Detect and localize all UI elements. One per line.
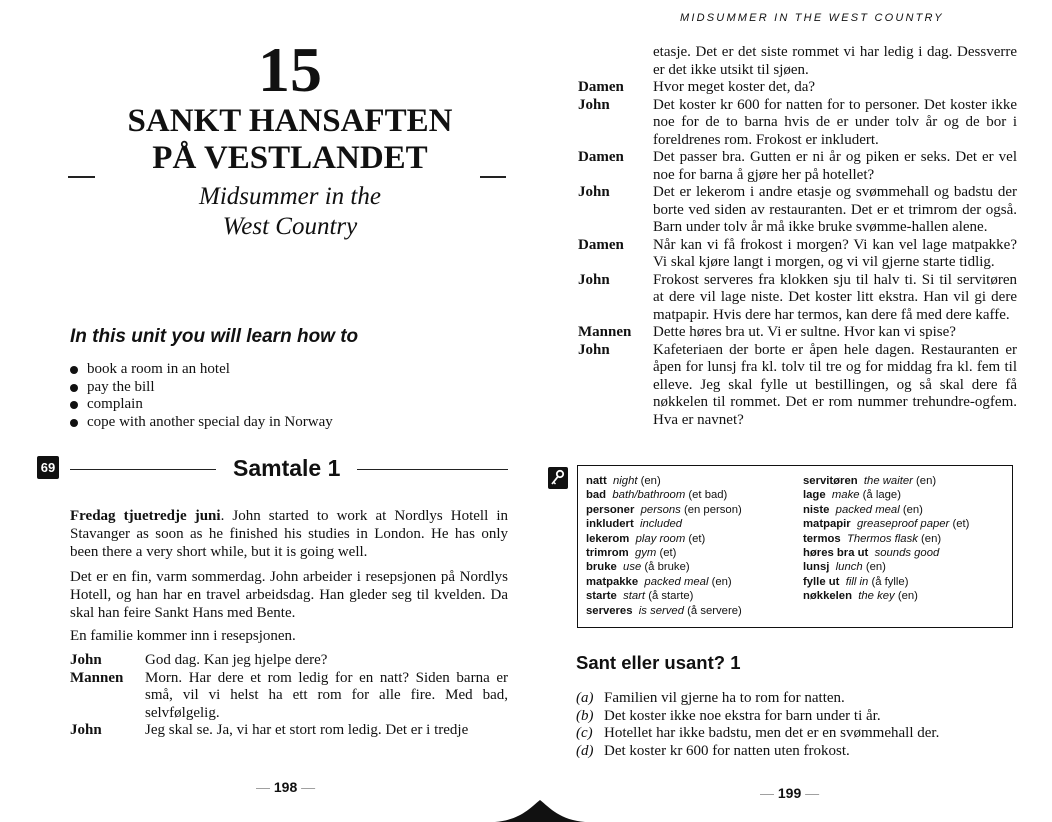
vocab-entry: nøkkelen the key (en) [803,590,918,603]
dialogue-line: etasje. Det er det siste rommet vi har ledig i dag. Dessverre er det ikke utsikt til sjøen. [653,44,1017,78]
vocab-entry: bad bath/bathroom (et bad) [586,489,728,502]
page-number-left: — 198 — [256,779,316,795]
dialogue-speaker: John [578,96,610,113]
dialogue-line: Dette høres bra ut. Vi er sultne. Hvor kan vi spise? [653,324,956,340]
title-rule-left [68,176,95,178]
paragraph-3: En familie kommer inn i resepsjonen. [70,628,296,644]
unit-number: 15 [258,34,322,105]
dialogue-line: Morn. Har dere et rom ledig for en natt? Siden barna er små, vil vi helst ha ett rom for alle fire. Med bad, selvfølgelig. [145,669,508,721]
vocab-entry: niste packed meal (en) [803,503,923,516]
vocab-entry: matpapir greaseproof paper (et) [803,518,970,531]
learn-item: book a room in an hotel [70,361,333,379]
key-icon [548,467,568,489]
audio-icon [37,456,59,479]
vocab-entry: lekerom play room (et) [586,532,706,545]
learn-list [70,361,333,431]
page-number-left-value: 198 [273,779,298,795]
key-icon-glyph [548,467,568,489]
unit-title-line1: SANKT HANSAFTEN [127,103,453,139]
vocabulary-box-top-rule [577,465,1013,466]
dialogue-left [70,652,508,740]
page-number-right: — 199 — [760,785,820,801]
dialogue-speaker: Damen [578,149,624,165]
vocab-entry: serveres is served (å servere) [586,604,742,617]
audio-icon-label: 69 [40,460,56,475]
dialogue-line: Hvor meget koster det, da? [653,79,816,95]
vocab-entry: matpakke packed meal (en) [586,575,732,588]
dialogue-line: Det er lekerom i andre etasje og svømmehall og badstu der borte ved siden av restauranten. Det er et trimrom der også. Barn under tolv år må ikke bruke svømme-hallen alene. [653,184,1017,235]
dialogue-line: God dag. Kan jeg hjelpe dere? [145,652,328,668]
vocab-entry: natt night (en) [586,475,661,487]
vocab-column-right [803,474,1008,604]
learn-item: complain [70,396,333,414]
statement-label: (a) [576,690,594,706]
dialogue-speaker: Damen [578,79,624,95]
dialogue-speaker: Mannen [578,324,632,340]
statement-text: Hotellet har ikke badstu, men det er en svømmehall der. [604,725,940,741]
vocab-entry: trimrom gym (et) [586,547,677,560]
dialogue-line: Det passer bra. Gutten er ni år og piken er seks. Det er vel noe for barna å gjøre her på hotellet? [653,149,1017,183]
samtale-rule-right [357,469,508,470]
learn-item: cope with another special day in Norway [70,414,333,432]
dialogue-right [578,44,1017,429]
unit-subtitle-line1: Midsummer in the [199,183,381,210]
learn-item: pay the bill [70,379,333,397]
vocab-entry: inkludert included [586,518,683,531]
vocab-entry: fylle ut fill in (å fylle) [803,575,909,588]
statement-item [576,743,939,761]
statement-label: (c) [576,725,593,741]
paragraph-2: Det er en fin, varm sommerdag. John arbeider i resepsjonen på Nordlys Hotell, og han har en travel arbeidsdag. Han gleder seg til kvelden. Da skal han feire Sankt Hans med Bente. [70,569,508,621]
statement-item [576,708,939,726]
intro-paragraph [70,507,508,561]
vocab-entry: termos Thermos flask (en) [803,532,942,545]
dialogue-line: Frokost serveres fra klokken sju til halv ti. Si til servitøren at dere vil lage niste. Det koster litt ekstra. Han vil gi dere matpapir. Hvis dere har termos, kan dere få med dere kaffe. [653,271,1017,323]
spine-shadow [495,800,585,822]
running-head: MIDSUMMER IN THE WEST COUNTRY [680,12,944,24]
dialogue-line: Det koster kr 600 for natten for to personer. Det koster ikke noe for de to barna hvis de er under tolv år og de bor i foreldrenes rom. Frokost er inkludert. [653,96,1017,148]
dialogue-speaker: John [70,722,102,738]
intro-text: . John started to work at Nordlys Hotell in Stavanger as soon as he finished his studies in London. He has only been there a very short while, but it is going well. [70,508,508,560]
learn-heading: In this unit you will learn how to [70,326,359,347]
statement-list [576,690,939,760]
dialogue-speaker: John [578,271,610,288]
dialogue-speaker: Mannen [70,669,124,686]
vocab-entry: lage make (å lage) [803,489,901,502]
dialogue-speaker: John [578,184,610,200]
statement-item [576,690,939,708]
vocab-entry: lunsj lunch (en) [803,561,886,574]
vocab-entry: servitøren the waiter (en) [803,475,937,487]
vocab-entry: personer persons (en person) [586,503,742,516]
samtale-rule-left [70,469,216,470]
vocab-entry: høres bra ut sounds good [803,547,940,560]
dialogue-line: Når kan vi få frokost i morgen? Vi kan vel lage matpakke? Vi skal kjøre langt i morgen, og vi vil gjerne starte tidlig. [653,236,1017,270]
statement-label: (b) [576,707,594,724]
dialogue-line: Kafeteriaen der borte er åpen hele dagen. Restauranten er åpen for lunsj fra kl. tolv til tre og for middag fra kl. fem til elleve. Jeg skal fylle ut bestillingen, og så skal dere få nøkkelen til rommet. Det er rom nummer trehundre-ogfem. Hva er navnet? [653,341,1017,428]
dialogue-speaker: John [578,341,610,358]
statement-text: Det koster ikke noe ekstra for barn under ti år. [604,707,881,724]
statement-text: Familien vil gjerne ha to rom for natten. [604,690,845,706]
statement-label: (d) [576,742,594,759]
samtale-heading: Samtale 1 [233,455,341,481]
vocab-column-left [586,474,796,618]
intro-date: Fredag tjuetredje juni [70,508,221,524]
dialogue-speaker: Damen [578,236,624,253]
statement-text: Det koster kr 600 for natten uten frokost. [604,742,850,759]
dialogue-speaker: John [70,652,102,668]
sant-heading: Sant eller usant? 1 [576,652,741,673]
dialogue-speaker-blank [578,44,653,79]
statement-item [576,725,939,743]
vocab-entry: bruke use (å bruke) [586,561,690,574]
unit-subtitle-line2: West Country [222,213,358,240]
page-number-right-value: 199 [777,785,802,801]
title-rule-right [480,176,506,178]
dialogue-line: Jeg skal se. Ja, vi har et stort rom ledig. Det er i tredje [145,722,469,738]
unit-title-line2: PÅ VESTLANDET [152,140,428,176]
vocab-entry: starte start (å starte) [586,590,694,603]
